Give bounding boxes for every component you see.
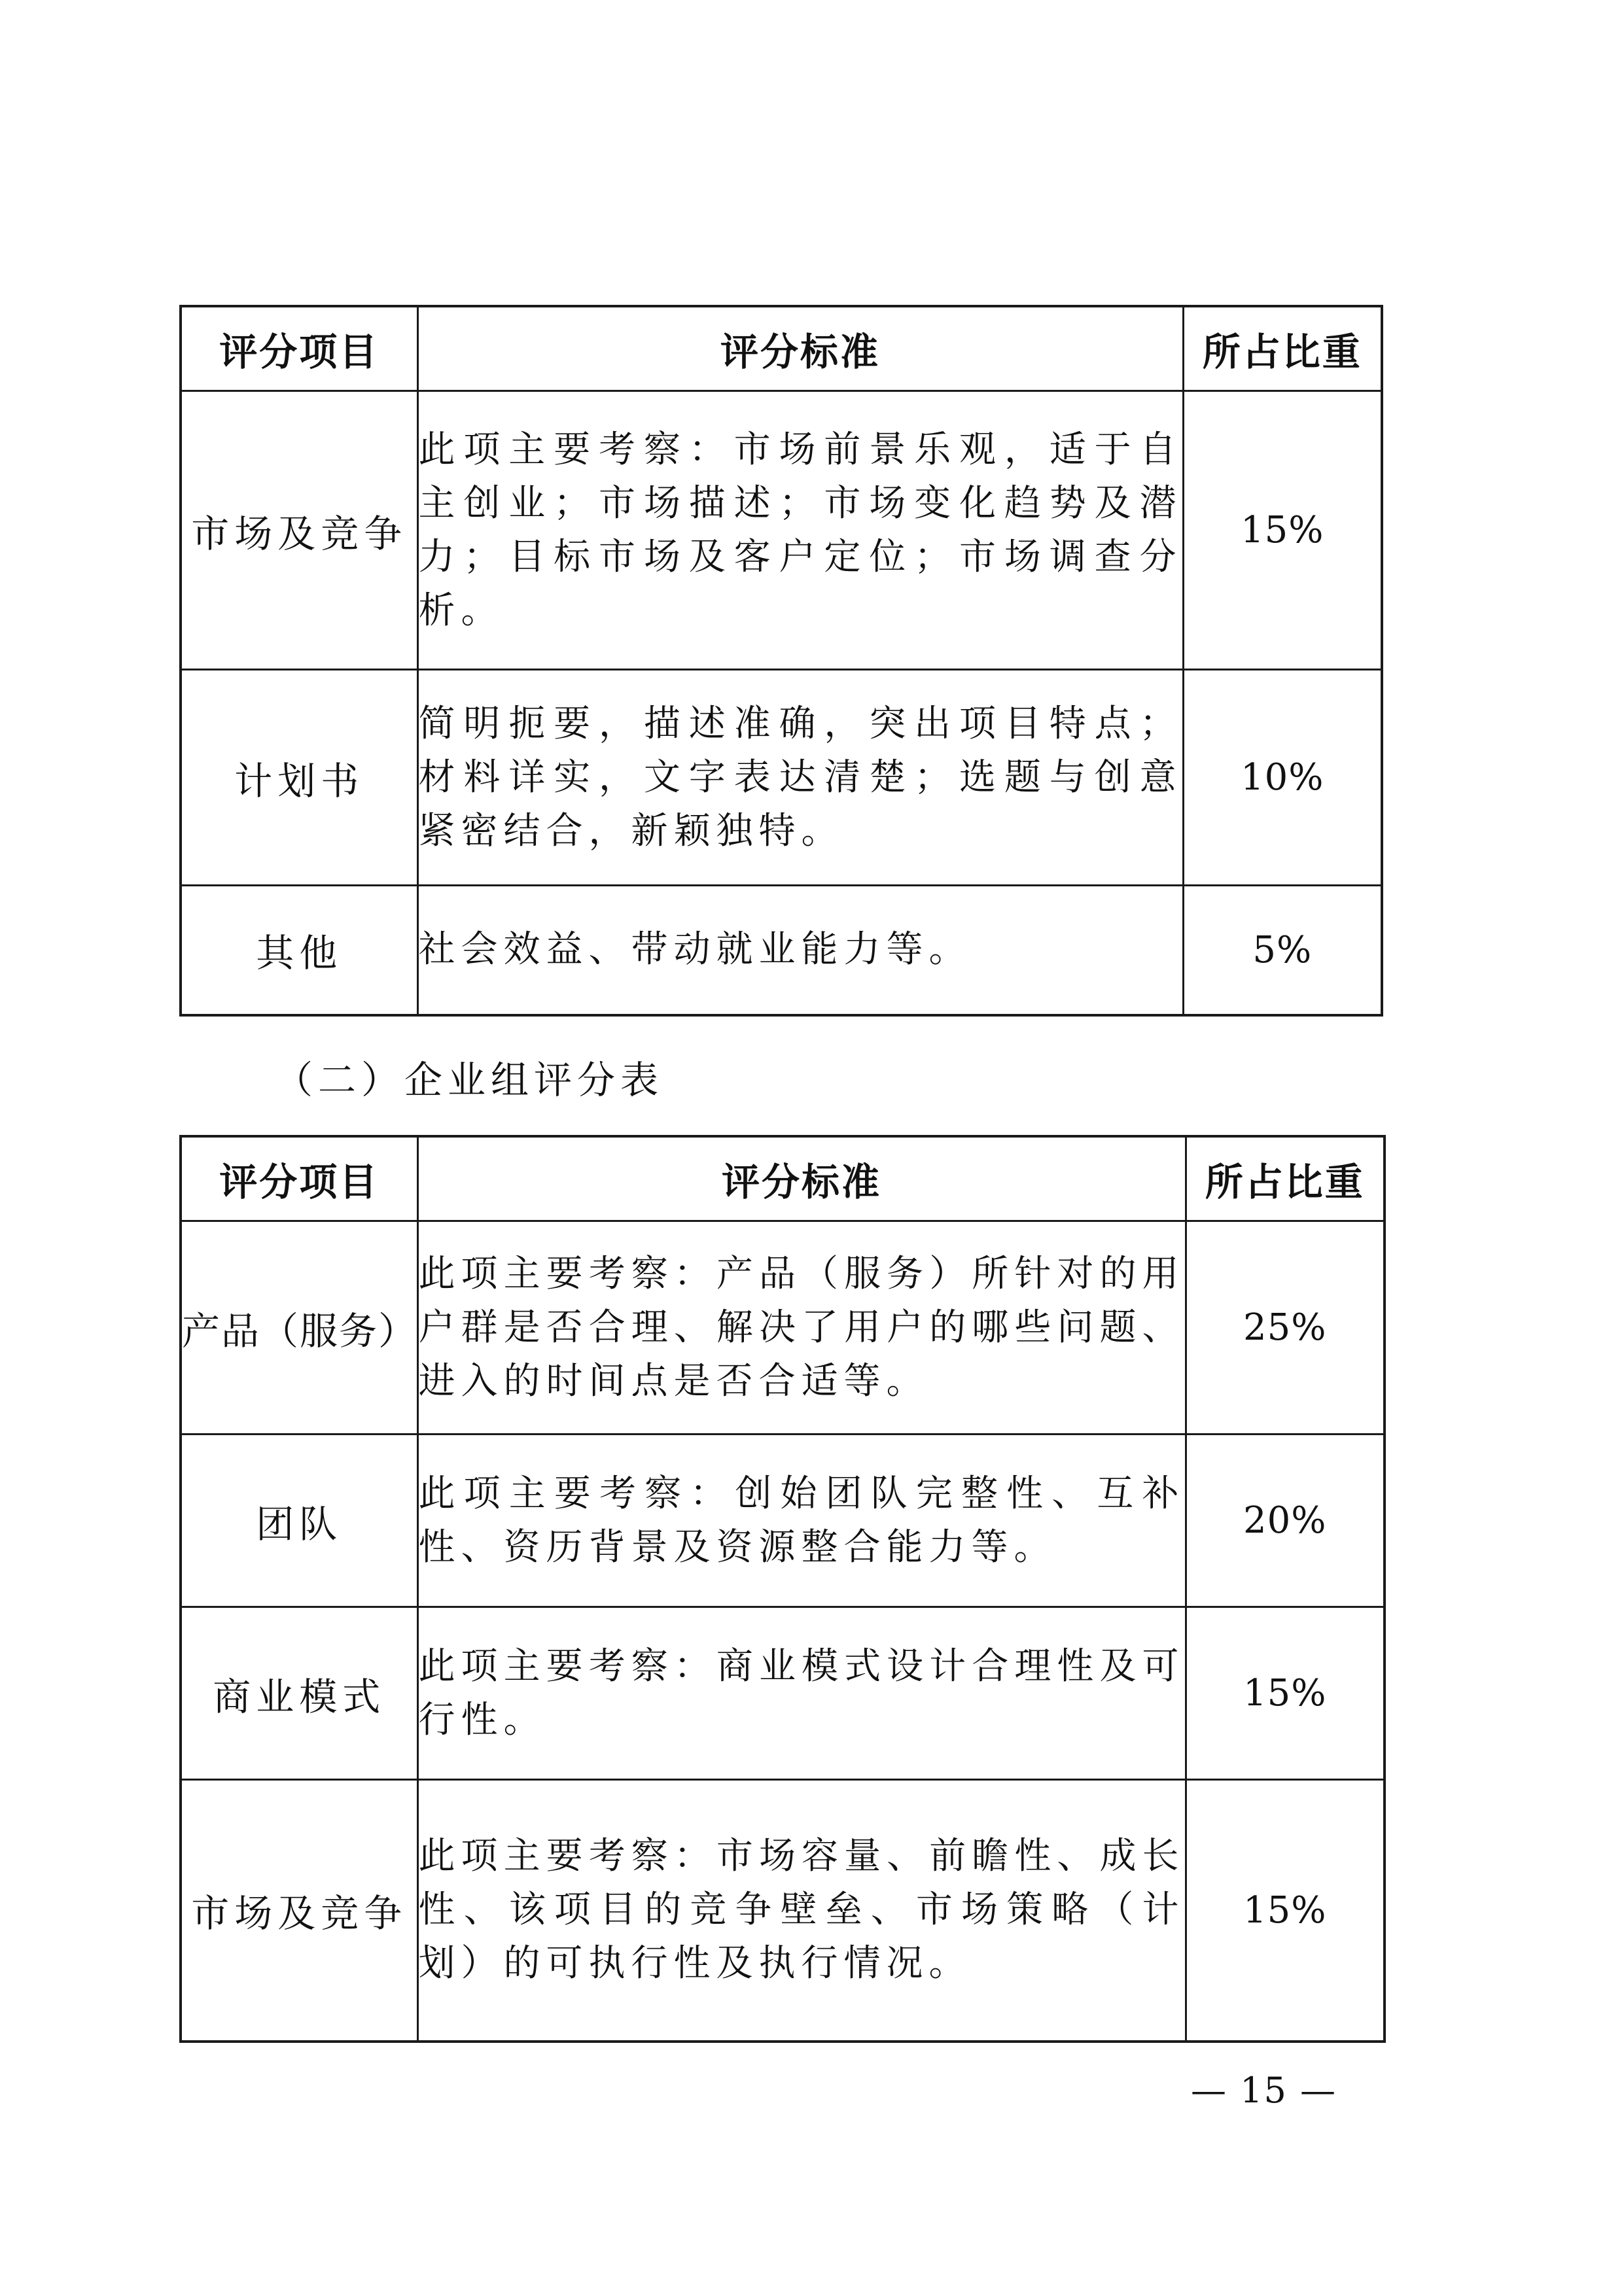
scoring-table-individual bbox=[179, 305, 1383, 1017]
section-subtitle: （二）企业组评分表 bbox=[275, 1058, 664, 1102]
header-weight: 所占比重 bbox=[1186, 1136, 1385, 1221]
row-item: 市场及竞争 bbox=[181, 391, 417, 670]
scoring-table-enterprise bbox=[179, 1135, 1386, 2043]
row-item: 其他 bbox=[181, 886, 417, 1015]
row-criteria: 此项主要考察：市场容量、前瞻性、成长性、该项目的竞争壁垒、市场策略（计划）的可执行性及执行情况。 bbox=[417, 1780, 1186, 2042]
table-row bbox=[181, 1435, 1385, 1607]
header-scoring-item: 评分项目 bbox=[181, 306, 417, 391]
row-weight: 25% bbox=[1186, 1221, 1385, 1435]
row-weight: 20% bbox=[1186, 1435, 1385, 1607]
table-row bbox=[181, 1780, 1385, 2042]
row-criteria: 社会效益、带动就业能力等。 bbox=[417, 886, 1183, 1015]
row-weight: 15% bbox=[1186, 1780, 1385, 2042]
row-criteria: 此项主要考察：产品（服务）所针对的用户群是否合理、解决了用户的哪些问题、进入的时间点是否合适等。 bbox=[417, 1221, 1186, 1435]
row-item: 市场及竞争 bbox=[181, 1780, 417, 2042]
row-criteria: 简明扼要，描述准确，突出项目特点；材料详实，文字表达清楚；选题与创意紧密结合，新颖独特。 bbox=[417, 670, 1183, 886]
table-header-row bbox=[181, 306, 1382, 391]
header-scoring-criteria: 评分标准 bbox=[417, 306, 1183, 391]
row-criteria: 此项主要考察：商业模式设计合理性及可行性。 bbox=[417, 1607, 1186, 1780]
header-scoring-criteria: 评分标准 bbox=[417, 1136, 1186, 1221]
table-row bbox=[181, 886, 1382, 1015]
row-criteria: 此项主要考察：市场前景乐观，适于自主创业；市场描述；市场变化趋势及潜力；目标市场及客户定位；市场调查分析。 bbox=[417, 391, 1183, 670]
row-weight: 15% bbox=[1186, 1607, 1385, 1780]
row-weight: 15% bbox=[1183, 391, 1382, 670]
page-number: — 15 — bbox=[1191, 2070, 1337, 2111]
table-header-row bbox=[181, 1136, 1385, 1221]
header-weight: 所占比重 bbox=[1183, 306, 1382, 391]
table-row bbox=[181, 1607, 1385, 1780]
row-weight: 10% bbox=[1183, 670, 1382, 886]
table-row bbox=[181, 1221, 1385, 1435]
table-row bbox=[181, 670, 1382, 886]
row-item: 计划书 bbox=[181, 670, 417, 886]
row-item: 产品（服务） bbox=[181, 1221, 417, 1435]
table-row bbox=[181, 391, 1382, 670]
row-item: 商业模式 bbox=[181, 1607, 417, 1780]
row-weight: 5% bbox=[1183, 886, 1382, 1015]
row-item: 团队 bbox=[181, 1435, 417, 1607]
header-scoring-item: 评分项目 bbox=[181, 1136, 417, 1221]
row-criteria: 此项主要考察：创始团队完整性、互补性、资历背景及资源整合能力等。 bbox=[417, 1435, 1186, 1607]
